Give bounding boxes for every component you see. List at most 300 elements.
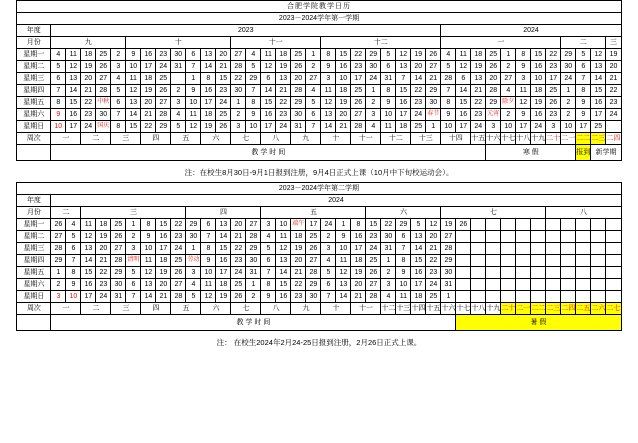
day-cell: 19 — [441, 219, 456, 231]
day-cell: 10 — [501, 121, 516, 133]
weekday-label: 星期六 — [17, 109, 51, 121]
weekday-label: 星期五 — [17, 97, 51, 109]
blank-cell — [17, 315, 51, 331]
week-number-cell: 二十 — [501, 303, 516, 315]
day-cell-empty — [486, 267, 501, 279]
day-cell: 12 — [321, 97, 336, 109]
day-cell: 17 — [201, 97, 216, 109]
day-cell: 17 — [156, 243, 171, 255]
day-cell: 30 — [186, 231, 201, 243]
page-title: 合肥学院教学日历 — [17, 1, 621, 13]
day-cell: 16 — [201, 85, 216, 97]
term1-week-row — [17, 133, 621, 145]
week-number-cell: 二四 — [606, 133, 621, 145]
term2-note: 注： 在校生2024年2月24-25日报到注册，2月26日正式上课。 — [216, 338, 422, 347]
day-cell: 1 — [366, 85, 381, 97]
week-number-cell: 十九 — [531, 133, 546, 145]
day-cell: 22 — [351, 49, 366, 61]
day-cell: 4 — [381, 291, 396, 303]
day-cell-empty — [516, 219, 531, 231]
day-cell: 29 — [246, 73, 261, 85]
day-cell: 1 — [426, 121, 441, 133]
week-number-cell: 十一 — [351, 303, 381, 315]
week-number-cell: 五 — [171, 303, 201, 315]
day-cell: 17 — [351, 73, 366, 85]
day-cell: 24 — [321, 219, 336, 231]
day-cell: 5 — [66, 231, 81, 243]
day-cell: 清明 — [126, 255, 141, 267]
day-cell: 7 — [441, 85, 456, 97]
week-number-cell: 十 — [321, 303, 351, 315]
weekday-label: 星期二 — [17, 231, 51, 243]
day-cell: 22 — [546, 49, 561, 61]
day-cell: 30 — [291, 109, 306, 121]
day-cell: 26 — [291, 61, 306, 73]
day-cell: 24 — [426, 279, 441, 291]
day-cell-empty — [591, 279, 606, 291]
day-cell: 2 — [501, 61, 516, 73]
day-cell: 4 — [366, 121, 381, 133]
day-cell: 12 — [186, 121, 201, 133]
weekday-label: 星期一 — [17, 49, 51, 61]
day-cell: 10 — [246, 121, 261, 133]
day-cell: 20 — [336, 109, 351, 121]
day-cell: 24 — [171, 243, 186, 255]
day-cell: 5 — [321, 267, 336, 279]
day-cell: 9 — [396, 267, 411, 279]
day-cell: 3 — [171, 97, 186, 109]
day-cell: 9 — [201, 255, 216, 267]
term2-weekday-row — [17, 279, 621, 291]
day-cell: 2 — [246, 291, 261, 303]
term2-weekday-row — [17, 255, 621, 267]
day-cell-empty — [591, 291, 606, 303]
day-cell: 6 — [321, 279, 336, 291]
week-number-cell: 十四 — [411, 303, 426, 315]
day-cell: 28 — [51, 243, 66, 255]
day-cell: 24 — [531, 121, 546, 133]
week-number-cell: 九 — [291, 303, 321, 315]
day-cell: 1 — [501, 49, 516, 61]
day-cell: 7 — [306, 121, 321, 133]
doc-title-row — [17, 1, 621, 13]
day-cell: 28 — [231, 61, 246, 73]
day-cell: 20 — [426, 231, 441, 243]
week-number-cell: 六 — [201, 133, 231, 145]
day-cell-empty — [606, 219, 621, 231]
day-cell: 5 — [126, 267, 141, 279]
day-cell: 17 — [216, 267, 231, 279]
day-cell: 8 — [201, 243, 216, 255]
day-cell: 16 — [396, 97, 411, 109]
blank-cell — [17, 145, 51, 161]
day-cell: 20 — [486, 73, 501, 85]
day-cell: 31 — [111, 291, 126, 303]
day-cell: 27 — [351, 109, 366, 121]
day-cell: 16 — [336, 61, 351, 73]
week-number-cell: 二七 — [606, 303, 621, 315]
day-cell-empty — [471, 231, 486, 243]
day-cell: 19 — [81, 61, 96, 73]
day-cell-empty — [546, 267, 561, 279]
day-cell: 29 — [51, 255, 66, 267]
day-cell: 30 — [231, 85, 246, 97]
day-cell: 中秋 — [96, 97, 111, 109]
day-cell: 5 — [51, 61, 66, 73]
term2-month-row — [17, 207, 621, 219]
day-cell-empty — [486, 219, 501, 231]
day-cell: 27 — [231, 49, 246, 61]
day-cell: 11 — [396, 291, 411, 303]
day-cell: 5 — [261, 243, 276, 255]
day-cell: 9 — [441, 109, 456, 121]
day-cell: 9 — [246, 109, 261, 121]
day-cell: 国庆 — [96, 121, 111, 133]
day-cell: 9 — [126, 49, 141, 61]
day-cell: 18 — [291, 231, 306, 243]
day-cell: 27 — [96, 73, 111, 85]
day-cell: 31 — [246, 267, 261, 279]
day-cell-empty — [516, 291, 531, 303]
week-number-cell: 九 — [291, 133, 321, 145]
month-cell: 十 — [126, 37, 231, 49]
day-cell: 30 — [561, 61, 576, 73]
day-cell: 30 — [381, 231, 396, 243]
day-cell: 30 — [246, 255, 261, 267]
day-cell: 8 — [576, 85, 591, 97]
day-cell: 8 — [141, 219, 156, 231]
day-cell: 16 — [531, 61, 546, 73]
day-cell: 16 — [351, 231, 366, 243]
day-cell: 2 — [501, 109, 516, 121]
day-cell: 16 — [66, 109, 81, 121]
day-cell: 30 — [111, 279, 126, 291]
day-cell: 10 — [336, 243, 351, 255]
week-number-cell: 二六 — [591, 303, 606, 315]
day-cell: 12 — [516, 97, 531, 109]
day-cell: 24 — [606, 109, 621, 121]
week-number-cell: 十二 — [381, 133, 411, 145]
day-cell-empty — [531, 291, 546, 303]
day-cell: 19 — [201, 121, 216, 133]
day-cell: 27 — [306, 255, 321, 267]
day-cell: 24 — [231, 267, 246, 279]
day-cell: 28 — [486, 85, 501, 97]
day-cell: 14 — [201, 61, 216, 73]
day-cell: 11 — [201, 279, 216, 291]
month-cell: 八 — [546, 207, 621, 219]
day-cell: 25 — [366, 255, 381, 267]
day-cell: 7 — [66, 255, 81, 267]
day-cell: 30 — [426, 97, 441, 109]
day-cell: 13 — [141, 279, 156, 291]
day-cell: 25 — [231, 279, 246, 291]
term1-subtitle-row — [17, 13, 621, 25]
term1-weekday-row — [17, 109, 621, 121]
day-cell: 14 — [216, 231, 231, 243]
day-cell: 10 — [186, 97, 201, 109]
day-cell-empty — [456, 255, 471, 267]
day-cell: 10 — [531, 73, 546, 85]
day-cell: 26 — [51, 219, 66, 231]
day-cell-empty — [546, 255, 561, 267]
day-cell-empty — [501, 279, 516, 291]
day-cell: 16 — [411, 267, 426, 279]
day-cell-empty — [606, 291, 621, 303]
term1-weekday-row — [17, 85, 621, 97]
day-cell: 21 — [276, 85, 291, 97]
day-cell-empty — [516, 279, 531, 291]
day-cell: 6 — [126, 279, 141, 291]
day-cell: 5 — [306, 97, 321, 109]
day-cell: 20 — [351, 279, 366, 291]
month-cell: 九 — [51, 37, 126, 49]
day-cell-empty — [471, 219, 486, 231]
day-cell-empty — [531, 279, 546, 291]
day-cell: 5 — [441, 61, 456, 73]
day-cell: 5 — [171, 121, 186, 133]
day-cell: 12 — [81, 231, 96, 243]
day-cell: 5 — [576, 49, 591, 61]
week-number-cell: 三 — [111, 133, 141, 145]
week-number-cell: 二三 — [546, 303, 561, 315]
day-cell: 25 — [96, 49, 111, 61]
day-cell: 12 — [276, 243, 291, 255]
day-cell: 6 — [576, 61, 591, 73]
day-cell: 15 — [81, 267, 96, 279]
day-cell: 26 — [111, 231, 126, 243]
day-cell: 21 — [426, 73, 441, 85]
day-cell-empty — [561, 267, 576, 279]
day-cell: 25 — [426, 291, 441, 303]
day-cell: 27 — [246, 219, 261, 231]
term2-weekday-row — [17, 291, 621, 303]
day-cell-empty — [546, 291, 561, 303]
week-number-cell: 六 — [201, 303, 231, 315]
day-cell: 29 — [561, 49, 576, 61]
day-cell: 4 — [246, 49, 261, 61]
day-cell: 31 — [441, 279, 456, 291]
day-cell-empty — [591, 255, 606, 267]
report-label: 报到 — [576, 145, 591, 161]
term2-subtitle-row — [17, 183, 621, 195]
day-cell: 19 — [291, 243, 306, 255]
day-cell: 13 — [396, 61, 411, 73]
week-number-cell: 三 — [111, 303, 141, 315]
day-cell: 5 — [381, 49, 396, 61]
week-number-cell: 二五 — [576, 303, 591, 315]
day-cell: 19 — [351, 267, 366, 279]
day-cell: 27 — [366, 279, 381, 291]
day-cell: 16 — [81, 279, 96, 291]
day-cell: 2 — [306, 61, 321, 73]
day-cell: 22 — [291, 279, 306, 291]
day-cell: 1 — [561, 85, 576, 97]
day-cell: 12 — [66, 61, 81, 73]
day-cell: 11 — [381, 121, 396, 133]
term2-weekday-row — [17, 267, 621, 279]
day-cell: 20 — [96, 243, 111, 255]
summer-holiday-label: 暑 假 — [456, 315, 621, 331]
day-cell-empty — [606, 279, 621, 291]
day-cell-empty — [486, 279, 501, 291]
day-cell: 17 — [351, 243, 366, 255]
day-cell-empty — [546, 219, 561, 231]
day-cell: 17 — [591, 109, 606, 121]
day-cell: 13 — [66, 73, 81, 85]
day-cell: 17 — [81, 291, 96, 303]
day-cell: 23 — [546, 61, 561, 73]
day-cell: 4 — [171, 109, 186, 121]
day-cell: 1 — [306, 49, 321, 61]
day-cell: 15 — [156, 219, 171, 231]
day-cell: 29 — [441, 255, 456, 267]
day-cell: 11 — [186, 109, 201, 121]
day-cell: 23 — [216, 85, 231, 97]
month-cell: 五 — [261, 207, 366, 219]
day-cell: 17 — [411, 279, 426, 291]
day-cell: 16 — [141, 49, 156, 61]
day-cell: 27 — [501, 73, 516, 85]
year-2023: 2023 — [51, 25, 441, 37]
day-cell: 3 — [546, 121, 561, 133]
day-cell-empty — [576, 279, 591, 291]
day-cell: 28 — [111, 255, 126, 267]
week-number-cell: 十八 — [516, 133, 531, 145]
term1-note: 注：在校生8月30日-9月1日报到注册，9月4日正式上课（10月中下旬校运动会）。 — [184, 168, 454, 177]
day-cell: 18 — [336, 85, 351, 97]
day-cell: 1 — [186, 73, 201, 85]
day-cell: 9 — [261, 291, 276, 303]
day-cell: 15 — [126, 121, 141, 133]
week-number-cell: 八 — [261, 133, 291, 145]
day-cell: 22 — [471, 97, 486, 109]
day-cell: 8 — [516, 49, 531, 61]
day-cell: 19 — [276, 61, 291, 73]
day-cell-empty — [531, 267, 546, 279]
day-cell: 17 — [261, 121, 276, 133]
term2-year-row — [17, 195, 621, 207]
day-cell: 23 — [291, 291, 306, 303]
day-cell: 23 — [171, 231, 186, 243]
day-cell: 29 — [486, 97, 501, 109]
year-label: 年度 — [17, 25, 51, 37]
day-cell: 25 — [411, 121, 426, 133]
week-number-cell: 十七 — [501, 133, 516, 145]
day-cell: 3 — [516, 73, 531, 85]
day-cell: 28 — [351, 121, 366, 133]
term2-weekday-row — [17, 219, 621, 231]
day-cell-empty — [591, 219, 606, 231]
month-cell: 一 — [441, 37, 561, 49]
day-cell: 3 — [366, 109, 381, 121]
day-cell: 20 — [231, 219, 246, 231]
day-cell: 22 — [81, 97, 96, 109]
day-cell: 18 — [201, 109, 216, 121]
day-cell: 8 — [261, 279, 276, 291]
day-cell: 14 — [591, 73, 606, 85]
day-cell: 2 — [381, 267, 396, 279]
day-cell: 3 — [126, 243, 141, 255]
day-cell: 4 — [321, 255, 336, 267]
day-cell: 7 — [111, 109, 126, 121]
day-cell-empty — [606, 243, 621, 255]
day-cell: 11 — [261, 49, 276, 61]
day-cell: 9 — [186, 85, 201, 97]
term2-subtitle: 2023－2024学年第二学期 — [17, 183, 621, 195]
day-cell: 元宵 — [486, 109, 501, 121]
day-cell-empty — [456, 279, 471, 291]
week-number-cell: 十四 — [441, 133, 471, 145]
day-cell: 15 — [531, 49, 546, 61]
day-cell: 25 — [156, 73, 171, 85]
day-cell: 6 — [456, 73, 471, 85]
day-cell: 29 — [396, 219, 411, 231]
day-cell-empty — [576, 243, 591, 255]
week-number-cell: 一 — [51, 303, 81, 315]
day-cell: 18 — [411, 291, 426, 303]
week-number-cell: 十六 — [441, 303, 456, 315]
day-cell: 30 — [441, 267, 456, 279]
day-cell-empty — [531, 231, 546, 243]
day-cell: 25 — [486, 49, 501, 61]
day-cell: 18 — [96, 219, 111, 231]
day-cell-empty — [531, 219, 546, 231]
day-cell: 13 — [336, 279, 351, 291]
day-cell: 12 — [426, 219, 441, 231]
day-cell: 16 — [456, 109, 471, 121]
day-cell: 21 — [351, 291, 366, 303]
day-cell: 24 — [216, 97, 231, 109]
month-cell: 七 — [441, 207, 546, 219]
day-cell: 13 — [321, 109, 336, 121]
teaching-time-label: 教 学 时 间 — [51, 145, 486, 161]
day-cell: 28 — [306, 267, 321, 279]
day-cell-empty — [561, 291, 576, 303]
day-cell: 26 — [426, 49, 441, 61]
month-cell: 二 — [561, 37, 606, 49]
day-cell: 15 — [396, 85, 411, 97]
day-cell: 13 — [81, 243, 96, 255]
week-number-cell: 十五 — [426, 303, 441, 315]
week-number-cell: 十二 — [381, 303, 396, 315]
day-cell: 7 — [246, 85, 261, 97]
day-cell: 3 — [486, 121, 501, 133]
day-cell: 3 — [111, 61, 126, 73]
day-cell: 14 — [141, 291, 156, 303]
day-cell: 21 — [156, 291, 171, 303]
day-cell: 15 — [591, 85, 606, 97]
day-cell: 26 — [96, 61, 111, 73]
day-cell-empty — [486, 231, 501, 243]
day-cell: 6 — [306, 109, 321, 121]
day-cell: 22 — [426, 255, 441, 267]
day-cell: 29 — [291, 97, 306, 109]
week-number-cell: 十七 — [456, 303, 471, 315]
day-cell: 1 — [51, 267, 66, 279]
day-cell: 16 — [276, 291, 291, 303]
month-cell: 三 — [606, 37, 621, 49]
day-cell-empty — [456, 231, 471, 243]
day-cell: 23 — [471, 109, 486, 121]
day-cell: 23 — [276, 109, 291, 121]
day-cell: 16 — [216, 255, 231, 267]
day-cell: 20 — [291, 255, 306, 267]
month-cell: 十二 — [321, 37, 441, 49]
day-cell: 17 — [66, 121, 81, 133]
day-cell-empty — [561, 255, 576, 267]
day-cell: 12 — [126, 85, 141, 97]
